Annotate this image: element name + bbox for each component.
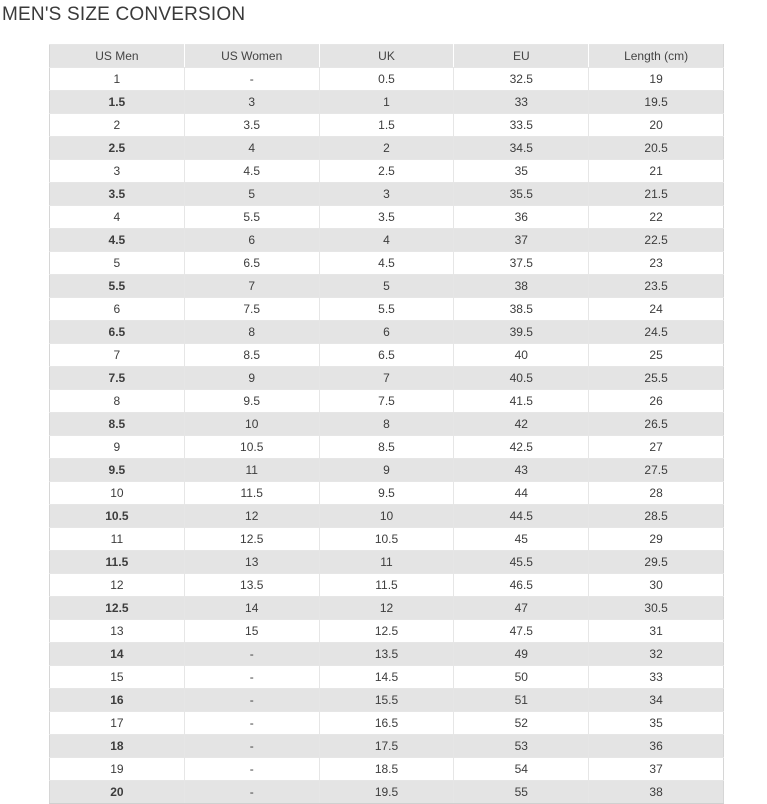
cell-us-women: 13 [184,551,319,574]
table-row [50,620,724,643]
cell-uk: 5.5 [319,298,454,321]
cell-length-cm: 19 [589,68,724,91]
cell-us-women: 7 [184,275,319,298]
table-row [50,758,724,781]
cell-uk: 5 [319,275,454,298]
cell-uk: 9 [319,459,454,482]
cell-eu: 52 [454,712,589,735]
cell-eu: 46.5 [454,574,589,597]
cell-us-men: 12.5 [50,597,185,620]
cell-uk: 10.5 [319,528,454,551]
table-row [50,206,724,229]
table-row [50,252,724,275]
cell-length-cm: 28 [589,482,724,505]
table-body [50,68,724,804]
cell-us-men: 3 [50,160,185,183]
cell-us-men: 5 [50,252,185,275]
cell-eu: 40 [454,344,589,367]
col-header-length-cm: Length (cm) [589,45,724,68]
cell-uk: 7 [319,367,454,390]
table-row [50,597,724,620]
size-conversion-table [49,44,724,804]
table-row [50,781,724,804]
table-row [50,436,724,459]
table-row [50,390,724,413]
table-row [50,160,724,183]
cell-eu: 33 [454,91,589,114]
table-row [50,137,724,160]
cell-eu: 43 [454,459,589,482]
cell-length-cm: 24.5 [589,321,724,344]
cell-eu: 38 [454,275,589,298]
cell-us-men: 19 [50,758,185,781]
col-header-us-women: US Women [184,45,319,68]
cell-us-women: - [184,712,319,735]
table-row [50,367,724,390]
cell-eu: 38.5 [454,298,589,321]
cell-eu: 39.5 [454,321,589,344]
page-title: MEN'S SIZE CONVERSION [2,4,246,25]
cell-us-men: 8 [50,390,185,413]
cell-length-cm: 26 [589,390,724,413]
cell-length-cm: 25.5 [589,367,724,390]
cell-eu: 44 [454,482,589,505]
cell-us-women: 10 [184,413,319,436]
cell-length-cm: 33 [589,666,724,689]
cell-uk: 6 [319,321,454,344]
cell-eu: 49 [454,643,589,666]
cell-uk: 13.5 [319,643,454,666]
cell-us-men: 12 [50,574,185,597]
cell-length-cm: 21.5 [589,183,724,206]
cell-length-cm: 36 [589,735,724,758]
cell-eu: 40.5 [454,367,589,390]
cell-us-men: 6.5 [50,321,185,344]
cell-us-women: - [184,643,319,666]
cell-us-men: 2.5 [50,137,185,160]
cell-us-men: 7.5 [50,367,185,390]
cell-uk: 9.5 [319,482,454,505]
cell-length-cm: 29.5 [589,551,724,574]
table-row [50,413,724,436]
cell-uk: 1 [319,91,454,114]
table-row [50,183,724,206]
col-header-uk: UK [319,45,454,68]
cell-us-women: 3.5 [184,114,319,137]
cell-us-men: 10 [50,482,185,505]
cell-uk: 3 [319,183,454,206]
cell-eu: 35.5 [454,183,589,206]
cell-length-cm: 38 [589,781,724,804]
cell-length-cm: 37 [589,758,724,781]
table-row [50,275,724,298]
cell-us-women: 8.5 [184,344,319,367]
cell-us-women: 3 [184,91,319,114]
cell-us-women: 9 [184,367,319,390]
cell-length-cm: 21 [589,160,724,183]
cell-us-women: 14 [184,597,319,620]
cell-eu: 42.5 [454,436,589,459]
cell-length-cm: 27 [589,436,724,459]
cell-eu: 34.5 [454,137,589,160]
table-row [50,689,724,712]
cell-us-men: 17 [50,712,185,735]
cell-us-women: - [184,758,319,781]
cell-us-women: 11 [184,459,319,482]
cell-uk: 15.5 [319,689,454,712]
cell-uk: 4.5 [319,252,454,275]
cell-eu: 45 [454,528,589,551]
cell-eu: 47 [454,597,589,620]
cell-us-men: 10.5 [50,505,185,528]
cell-us-men: 1 [50,68,185,91]
cell-us-men: 3.5 [50,183,185,206]
cell-us-men: 4.5 [50,229,185,252]
cell-length-cm: 19.5 [589,91,724,114]
cell-length-cm: 27.5 [589,459,724,482]
cell-us-men: 18 [50,735,185,758]
table-row [50,229,724,252]
cell-uk: 11 [319,551,454,574]
cell-length-cm: 29 [589,528,724,551]
cell-eu: 45.5 [454,551,589,574]
cell-uk: 3.5 [319,206,454,229]
table-header-row [50,45,724,68]
cell-eu: 32.5 [454,68,589,91]
cell-us-women: 4 [184,137,319,160]
cell-us-men: 1.5 [50,91,185,114]
cell-us-men: 11 [50,528,185,551]
cell-us-men: 4 [50,206,185,229]
cell-length-cm: 26.5 [589,413,724,436]
cell-eu: 54 [454,758,589,781]
cell-uk: 0.5 [319,68,454,91]
cell-us-women: 6 [184,229,319,252]
cell-us-men: 9.5 [50,459,185,482]
cell-eu: 37.5 [454,252,589,275]
cell-uk: 2 [319,137,454,160]
cell-us-women: - [184,666,319,689]
cell-length-cm: 23.5 [589,275,724,298]
cell-length-cm: 24 [589,298,724,321]
cell-us-men: 11.5 [50,551,185,574]
cell-eu: 33.5 [454,114,589,137]
cell-length-cm: 28.5 [589,505,724,528]
cell-us-women: - [184,735,319,758]
cell-us-men: 14 [50,643,185,666]
cell-us-men: 13 [50,620,185,643]
cell-length-cm: 20.5 [589,137,724,160]
cell-eu: 37 [454,229,589,252]
cell-us-men: 5.5 [50,275,185,298]
cell-eu: 35 [454,160,589,183]
cell-us-women: 13.5 [184,574,319,597]
cell-us-women: 15 [184,620,319,643]
cell-us-women: 7.5 [184,298,319,321]
cell-uk: 19.5 [319,781,454,804]
table-row [50,574,724,597]
table-row [50,344,724,367]
cell-uk: 10 [319,505,454,528]
table-row [50,114,724,137]
cell-us-women: - [184,68,319,91]
table-row [50,68,724,91]
cell-uk: 16.5 [319,712,454,735]
cell-eu: 44.5 [454,505,589,528]
col-header-us-men: US Men [50,45,185,68]
table-row [50,666,724,689]
cell-uk: 4 [319,229,454,252]
cell-us-men: 20 [50,781,185,804]
cell-length-cm: 31 [589,620,724,643]
cell-length-cm: 23 [589,252,724,275]
cell-length-cm: 22.5 [589,229,724,252]
cell-eu: 41.5 [454,390,589,413]
cell-eu: 53 [454,735,589,758]
cell-us-men: 7 [50,344,185,367]
table-row [50,505,724,528]
cell-uk: 8 [319,413,454,436]
table-row [50,298,724,321]
cell-us-women: 12 [184,505,319,528]
col-header-eu: EU [454,45,589,68]
table-row [50,459,724,482]
cell-us-men: 6 [50,298,185,321]
table-row [50,528,724,551]
cell-eu: 36 [454,206,589,229]
cell-us-women: 10.5 [184,436,319,459]
cell-us-men: 8.5 [50,413,185,436]
cell-eu: 55 [454,781,589,804]
cell-length-cm: 35 [589,712,724,735]
cell-us-women: 5 [184,183,319,206]
cell-uk: 8.5 [319,436,454,459]
cell-us-women: 8 [184,321,319,344]
cell-us-women: 9.5 [184,390,319,413]
cell-length-cm: 22 [589,206,724,229]
table-row [50,712,724,735]
cell-uk: 11.5 [319,574,454,597]
cell-uk: 2.5 [319,160,454,183]
cell-us-women: 5.5 [184,206,319,229]
cell-length-cm: 20 [589,114,724,137]
table-header [50,45,724,68]
cell-us-women: 12.5 [184,528,319,551]
cell-uk: 14.5 [319,666,454,689]
cell-length-cm: 25 [589,344,724,367]
cell-us-men: 15 [50,666,185,689]
cell-uk: 7.5 [319,390,454,413]
cell-length-cm: 30.5 [589,597,724,620]
table-row [50,482,724,505]
cell-uk: 12.5 [319,620,454,643]
cell-eu: 47.5 [454,620,589,643]
cell-uk: 12 [319,597,454,620]
cell-eu: 42 [454,413,589,436]
cell-eu: 50 [454,666,589,689]
cell-us-women: 11.5 [184,482,319,505]
table-row [50,321,724,344]
cell-uk: 1.5 [319,114,454,137]
table-row [50,551,724,574]
cell-us-women: - [184,689,319,712]
cell-length-cm: 30 [589,574,724,597]
table-row [50,91,724,114]
table-row [50,735,724,758]
cell-eu: 51 [454,689,589,712]
table-row [50,643,724,666]
cell-length-cm: 34 [589,689,724,712]
cell-us-men: 9 [50,436,185,459]
cell-us-men: 2 [50,114,185,137]
cell-uk: 18.5 [319,758,454,781]
cell-us-women: 4.5 [184,160,319,183]
cell-us-women: 6.5 [184,252,319,275]
cell-uk: 6.5 [319,344,454,367]
cell-us-women: - [184,781,319,804]
cell-uk: 17.5 [319,735,454,758]
cell-length-cm: 32 [589,643,724,666]
cell-us-men: 16 [50,689,185,712]
